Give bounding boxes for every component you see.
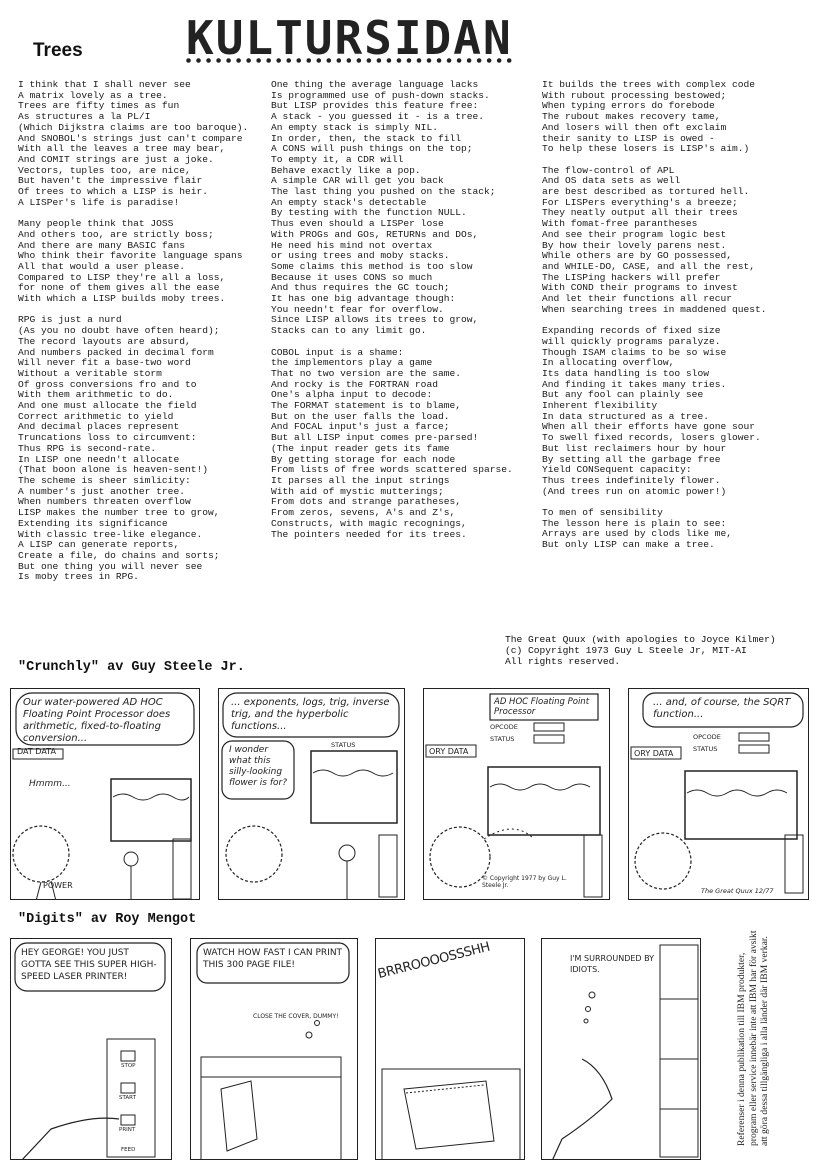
poem-line: Expanding records of fixed size (542, 325, 721, 337)
poem-line: Without a veritable storm (18, 367, 162, 379)
poem-line: Compared to LISP they're all a loss, (18, 271, 226, 283)
digits-strip-title: "Digits" av Roy Mengot (18, 912, 197, 927)
poem-line: will quickly programs paralyze. (542, 335, 721, 347)
speech-bubble: HEY GEORGE! YOU JUST GOTTA SEE THIS SUPER HIGH-SPEED LASER PRINTER! (21, 948, 157, 982)
poem-line: By how their lovely parens nest. (542, 239, 727, 251)
crunchly-panel-1 (10, 688, 200, 900)
print-button-label: PRINT (119, 1127, 136, 1133)
poem-line: In order, then, the stack to fill (271, 132, 461, 144)
poem-line: And there are many BASIC fans (18, 239, 185, 251)
credit-line: All rights reserved. (505, 656, 621, 667)
ibm-disclaimer: Referenser i denna publikation till IBM produkter, program eller service innebär inte att IBM har för avsikt att göra dessa tillgängliga i alla länder där IBM verkar. (736, 930, 771, 1146)
poem-line: As structures a la PL/I (18, 111, 151, 123)
poem-line: or using trees and moby stacks. (271, 250, 450, 262)
poem-line: With which a LISP builds moby trees. (18, 293, 226, 305)
poem-line: They neatly output all their trees (542, 207, 738, 219)
poem-line: The record layouts are absurd, (18, 335, 191, 347)
poem-line: When all their efforts have gone sour (542, 421, 756, 433)
poem-line: (As you no doubt have often heard); (18, 325, 220, 337)
speech-bubble-2: CLOSE THE COVER, DUMMY! (253, 1013, 339, 1020)
poem-line: With rubout processing bestowed; (542, 89, 727, 101)
credit-line: The Great Quux (with apologies to Joyce Kilmer) (505, 634, 776, 645)
poem-line: But haven't the impressive flair (18, 175, 203, 187)
digits-panel-2 (190, 938, 358, 1160)
poem-line: An empty stack's detectable (271, 196, 427, 208)
credit-line: (c) Copyright 1973 Guy L Steele Jr, MIT-AI (505, 645, 747, 656)
poem-line: The LISPing hackers will prefer (542, 271, 721, 283)
poem-line: He need his mind not overtax (271, 239, 433, 251)
poem-line: Who think their favorite language spans (18, 250, 243, 262)
poem-line: From dots and strange paratheses, (271, 496, 461, 508)
status-label: STATUS (490, 735, 515, 743)
poem-line: Of gross conversions fro and to (18, 378, 197, 390)
poem-line: While others are by GO possessed, (542, 250, 732, 262)
poem-line: With COND their programs to invest (542, 282, 738, 294)
poem-line: Inherent flexibility (542, 400, 658, 412)
feed-button-label: FEED (121, 1147, 136, 1153)
poem-line: The scheme is sheer simlicity: (18, 474, 191, 486)
poem-line: The FORMAT statement is to blame, (271, 400, 461, 412)
poem-line: When searching trees in maddened quest. (542, 303, 767, 315)
poem-line: The lesson here is plain to see: (542, 517, 727, 529)
poem-line: Extending its significance (18, 517, 168, 529)
poem-line: A CONS will push things on the top; (271, 143, 473, 155)
poem-line: From zeros, sevens, A's and Z's, (271, 507, 456, 519)
poem-line: (Which Dijkstra claims are too baroque). (18, 121, 249, 133)
poem-line: Trees are fifty times as fun (18, 100, 180, 112)
speech-bubble: I'M SURROUNDED BY IDIOTS. (570, 954, 655, 974)
poem-line: In allocating overflow, (542, 357, 675, 369)
poem-line: Constructs, with magic recognings, (271, 517, 467, 529)
poem-line: By getting storage for each node (271, 453, 456, 465)
poem-line: The pointers needed for its trees. (271, 528, 467, 540)
poem-line: Arrays are used by clods like me, (542, 528, 732, 540)
poem-line: The rubout makes recovery tame, (542, 111, 721, 123)
poem-line: In data structured as a tree. (542, 410, 709, 422)
poem-line: Is programmed use of push-down stacks. (271, 89, 490, 101)
poem-line: And finding it takes many tries. (542, 378, 727, 390)
poem-line: Many people think that JOSS (18, 218, 174, 230)
poem-credits (505, 634, 776, 667)
digits-panel-3 (375, 938, 525, 1160)
poem-stanza (18, 315, 248, 583)
poem-line: And decimal places represent (18, 421, 180, 433)
page-title: Trees (33, 40, 83, 61)
poem-line: Of trees to which a LISP is heir. (18, 186, 208, 198)
poem-line: A matrix lovely as a tree. (18, 89, 168, 101)
poem-stanza (542, 508, 767, 551)
digits-panel-4 (541, 938, 701, 1160)
poem-line: Correct arithmetic to yield (18, 410, 174, 422)
poem-line: Vectors, tuples too, are nice, (18, 164, 191, 176)
data-label: ORY DATA (429, 747, 469, 756)
data-sign: DAT DATA (17, 747, 56, 756)
poem-line: And SNOBOL's strings just can't compare (18, 132, 243, 144)
stop-button-label: STOP (121, 1063, 136, 1069)
poem-stanza (271, 348, 513, 541)
power-label: POWER (43, 881, 73, 890)
poem-line: But only LISP can make a tree. (542, 539, 715, 551)
poem-line: And COMIT strings are just a joke. (18, 153, 214, 165)
poem-line: The flow-control of APL (542, 164, 675, 176)
digits-panel-1 (10, 938, 172, 1160)
opcode-label: OPCODE (490, 723, 518, 731)
poem-line: All that would a user please. (18, 260, 185, 272)
status-label: STATUS (331, 741, 356, 749)
poem-line: And FOCAL input's just a farce; (271, 421, 450, 433)
poem-line: With PROGs and GOs, RETURNs and DOs, (271, 228, 479, 240)
poem-line: A LISPer's life is paradise! (18, 196, 180, 208)
poem-line: But list reclaimers hour by hour (542, 442, 727, 454)
poem-line: But all LISP input comes pre-parsed! (271, 432, 479, 444)
sound-effect: BRRROOOOSSSHH (376, 939, 492, 982)
poem-line: With all the leaves a tree may bear, (18, 143, 226, 155)
poem-line: When numbers threaten overflow (18, 496, 191, 508)
poem-line: And rocky is the FORTRAN road (271, 378, 438, 390)
poem-line: With them arithmetic to do. (18, 389, 174, 401)
poem-column-3 (542, 80, 767, 562)
crunchly-panel-3 (423, 688, 610, 900)
poem-stanza (18, 219, 248, 305)
poem-line: But any fool can plainly see (542, 389, 704, 401)
poem-line: (And trees run on atomic power!) (542, 485, 727, 497)
artist-signature: The Great Quux 12/77 (701, 887, 774, 895)
poem-line: To empty it, a CDR will (271, 153, 404, 165)
poem-line: The last thing you pushed on the stack; (271, 186, 496, 198)
poem-line: It parses all the input strings (271, 475, 450, 486)
poem-line: Yield CONSequent capacity: (542, 464, 692, 476)
start-button-label: START (119, 1095, 136, 1101)
poem-line: But on the user falls the load. (271, 410, 450, 422)
poem-line: One thing the average language lacks (271, 79, 479, 90)
digits-panel-2-drawing (191, 939, 358, 1160)
poem-line: A simple CAR will get you back (271, 175, 444, 187)
poem-line: That no two version are the same. (271, 367, 461, 379)
masthead-title: KULTURSIDAN (186, 11, 513, 65)
poem-line: But LISP provides this feature free: (271, 100, 479, 112)
crunchly-panel-4 (628, 688, 809, 900)
poem-line: I think that I shall never see (18, 79, 191, 90)
poem-line: And thus requires the GC touch; (271, 282, 450, 294)
poem-line: LISP makes the number tree to grow, (18, 507, 220, 519)
poem-line: COBOL input is a shame: (271, 346, 404, 358)
poem-line: It builds the trees with complex code (542, 79, 756, 90)
poem-line: Will never fit a base-two word (18, 357, 191, 369)
poem-line: With classic tree-like elegance. (18, 528, 203, 540)
poem-stanza (542, 326, 767, 497)
poem-line: Behave exactly like a pop. (271, 164, 421, 176)
poem-line: You needn't fear for overflow. (271, 303, 444, 315)
data-label: ORY DATA (634, 749, 674, 758)
opcode-label: OPCODE (693, 733, 721, 741)
poem-line: By setting all the garbage free (542, 453, 721, 465)
poem-line: A number's just another tree. (18, 485, 185, 497)
poem-line: And others too, are strictly boss; (18, 228, 214, 240)
copyright-note: © Copyright 1977 by Guy L. Steele Jr. (482, 875, 567, 889)
poem-line: And numbers packed in decimal form (18, 346, 214, 358)
speech-bubble: I wonder what this silly-looking flower is for? (229, 745, 287, 788)
poem-line: By testing with the function NULL. (271, 207, 467, 219)
poem-line: An empty stack is simply NIL. (271, 121, 438, 133)
crunchly-caption: ... exponents, logs, trig, inverse trig, and the hyperbolic functions... (231, 697, 390, 732)
poem-line: RPG is just a nurd (18, 314, 122, 326)
crunchly-panel-2 (218, 688, 405, 900)
poem-line: But one thing you will never see (18, 560, 203, 572)
poem-line: In LISP one needn't allocate (18, 453, 180, 465)
crunchly-caption: Our water-powered AD HOC Floating Point Processor does arithmetic, fixed-to-floating conversion... (23, 697, 171, 744)
poem-line: A LISP can generate reports, (18, 539, 180, 551)
speech-bubble: Hmmm... (29, 779, 71, 789)
speech-bubble: WATCH HOW FAST I CAN PRINT THIS 300 PAGE FILE! (203, 948, 343, 970)
poem-line: One's alpha input to decode: (271, 389, 433, 401)
poem-line: Create a file, do chains and sorts; (18, 549, 220, 561)
poem-line: To swell fixed records, losers glower. (542, 432, 761, 444)
poem-line: It has one big advantage though: (271, 293, 456, 305)
poem-line: Thus RPG is second-rate. (18, 442, 157, 454)
poem-line: With fomat-free parantheses (542, 218, 698, 230)
poem-line: When typing errors do forebode (542, 100, 715, 112)
poem-line: are best described as tortured hell. (542, 186, 750, 198)
poem-line: Some claims this method is too slow (271, 260, 473, 272)
poem-line: For LISPers everything's a breeze; (542, 196, 738, 208)
crunchly-strip-title: "Crunchly" av Guy Steele Jr. (18, 660, 245, 675)
poem-line: Because it uses CONS so much (271, 271, 433, 283)
poem-column-2 (271, 80, 513, 551)
poem-line: Thus even should a LISPer lose (271, 218, 444, 230)
poem-line: And see their program logic best (542, 228, 727, 240)
poem-line: A stack - you guessed it - is a tree. (271, 111, 485, 123)
poem-line: And let their functions all recur (542, 293, 732, 305)
poem-line: the implementors play a game (271, 357, 433, 369)
poem-line: (That boon alone is heaven-sent!) (18, 464, 208, 476)
poem-line: From lists of free words scattered sparse. (271, 464, 513, 476)
poem-line: (The input reader gets its fame (271, 442, 450, 454)
crunchly-caption: ... and, of course, the SQRT function... (653, 697, 791, 720)
poem-line: and WHILE-DO, CASE, and all the rest, (542, 260, 756, 272)
poem-stanza (271, 80, 513, 337)
poem-line: With aid of mystic mutterings; (271, 485, 444, 497)
poem-stanza (542, 166, 767, 316)
poem-line: their sanity to LISP is owed - (542, 132, 715, 144)
poem-stanza (542, 80, 767, 155)
poem-line: And OS data sets as well (542, 175, 681, 187)
poem-line: And losers will then oft exclaim (542, 121, 727, 133)
poem-line: Thus trees indefinitely flower. (542, 474, 721, 486)
poem-stanza (18, 80, 248, 208)
poem-line: To men of sensibility (542, 507, 663, 519)
poem-line: To help these losers is LISP's aim.) (542, 143, 750, 155)
processor-sign: AD HOC Floating Point Processor (494, 697, 590, 717)
poem-line: Though ISAM claims to be so wise (542, 346, 727, 358)
poem-line: Is moby trees in RPG. (18, 571, 139, 583)
status-label: STATUS (693, 745, 718, 753)
poem-line: Since LISP allows its trees to grow, (271, 314, 479, 326)
poem-line: Its data handling is too slow (542, 367, 709, 379)
poem-line: for none of them gives all the ease (18, 282, 220, 294)
poem-line: And one must allocate the field (18, 400, 197, 412)
poem-column-1 (18, 80, 248, 594)
poem-line: Stacks can to any limit go. (271, 325, 427, 337)
poem-line: Truncations loss to circumvent: (18, 432, 197, 444)
crunchly-panel-3-drawing (424, 689, 610, 900)
